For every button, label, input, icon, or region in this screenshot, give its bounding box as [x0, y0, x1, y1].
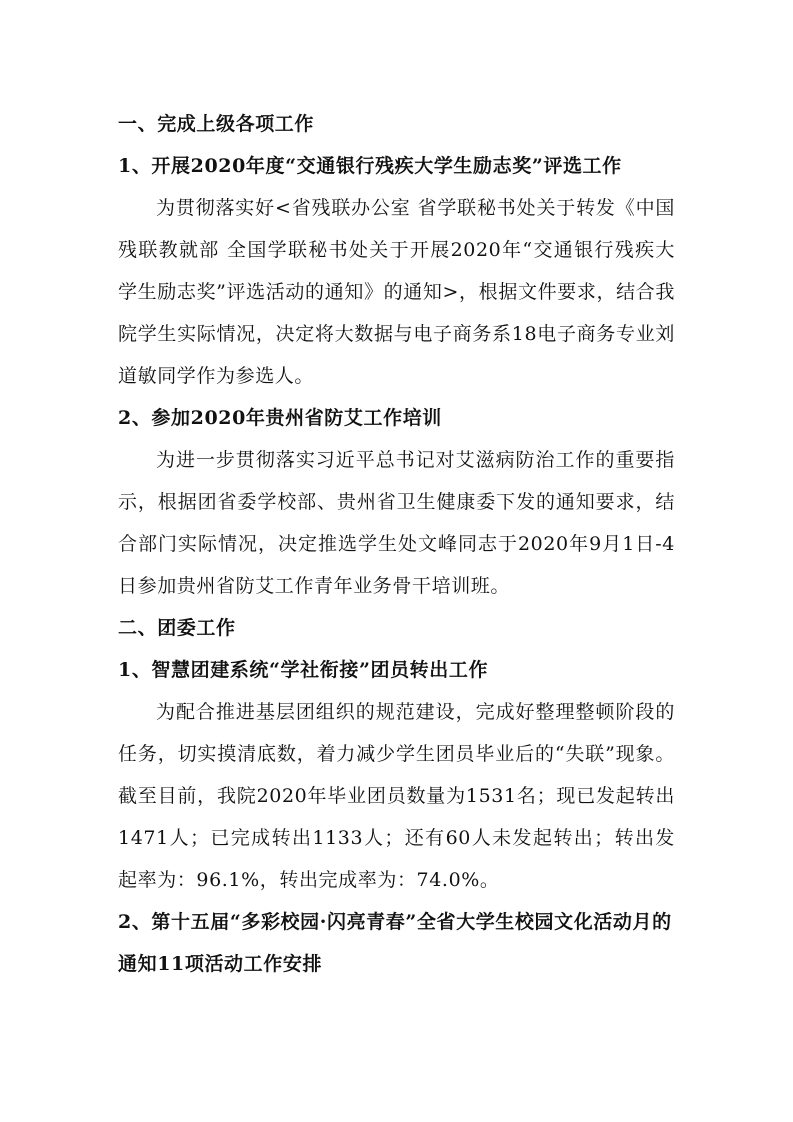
section-1-item-1-title: 1、开展2020年度“交通银行残疾大学生励志奖”评选工作 — [118, 155, 622, 177]
section-2-item-1-title: 1、智慧团建系统“学社衔接”团员转出工作 — [118, 659, 489, 681]
section-1-item-2-title: 2、参加2020年贵州省防艾工作培训 — [118, 407, 442, 429]
section-1-item-1-text: 为贯彻落实好<省残联办公室 省学联秘书处关于转发《中国残联教就部 全国学联秘书处关于开展2020年“交通银行残疾大学生励志奖”评选活动的通知》的通知>，根据文件要求，结合我院学生实际情况，决定将大数据与电子商务系18电子商务专业刘道敏同学作为参选人。 — [118, 197, 675, 387]
section-2-item-2-title: 2、第十五届“多彩校园·闪亮青春”全省大学生校园文化活动月的通知11项活动工作安排 — [118, 911, 672, 975]
section-1-heading: 一、完成上级各项工作 — [118, 113, 315, 135]
section-2-heading: 二、团委工作 — [118, 617, 236, 639]
section-1-item-2-text: 为进一步贯彻落实习近平总书记对艾滋病防治工作的重要指示，根据团省委学校部、贵州省卫生健康委下发的通知要求，结合部门实际情况，决定推选学生处文峰同志于2020年9月1日-4日参加贵州省防艾工作青年业务骨干培训班。 — [118, 449, 675, 597]
section-2-item-1-text: 为配合推进基层团组织的规范建设，完成好整理整顿阶段的任务，切实摸清底数，着力减少学生团员毕业后的“失联”现象。截至目前，我院2020年毕业团员数量为1531名；现已发起转出1471人；已完成转出1133人；还有60人未发起转出；转出发起率为：96.1%，转出完成率为：74.0%。 — [118, 701, 675, 891]
